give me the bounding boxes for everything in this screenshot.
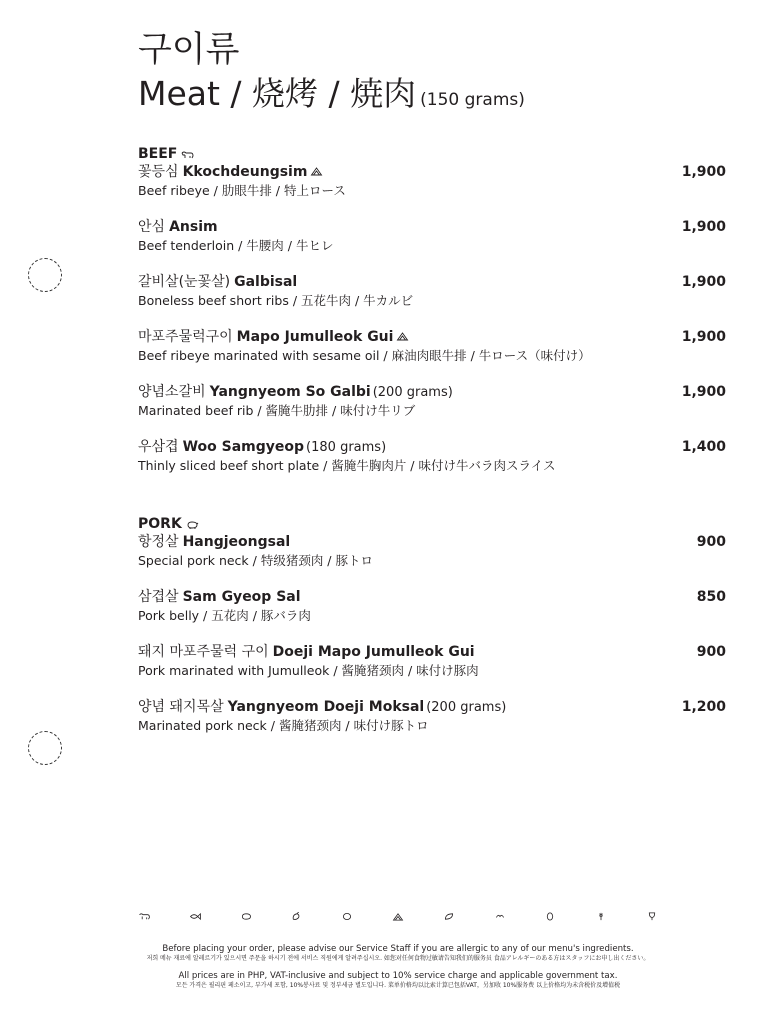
signature-icon — [392, 912, 404, 921]
item-description: Beef ribeye marinated with sesame oil / 麻油肉眼牛排 / 牛ロース（味付け） — [138, 348, 591, 363]
menu-item — [138, 698, 728, 753]
gluten-icon — [595, 912, 607, 921]
legend-item — [443, 912, 455, 921]
item-price: 1,400 — [681, 439, 726, 455]
item-price: 900 — [696, 644, 726, 660]
section-label-text: BEEF — [138, 146, 178, 162]
item-name — [138, 218, 728, 237]
legend-item — [646, 912, 658, 921]
item-name-english: Yangnyeom Doeji Moksal — [227, 699, 425, 715]
allergy-note: Before placing your order, please advise our Service Staff if you are allergic to any of our menu's ingredients. — [162, 944, 634, 954]
item-price: 1,900 — [681, 274, 726, 290]
section-label-text: PORK — [138, 516, 182, 532]
item-price: 1,900 — [681, 329, 726, 345]
legend-item — [290, 912, 302, 921]
menu-item — [138, 438, 728, 493]
item-name-korean: 돼지 마포주물럭 구이 — [138, 644, 269, 660]
binder-hole — [28, 258, 62, 292]
item-name-korean: 항정살 — [138, 534, 179, 550]
item-name-english: Ansim — [169, 219, 218, 235]
legend-item — [544, 912, 556, 921]
section-label — [138, 146, 728, 163]
item-price: 1,900 — [681, 164, 726, 180]
item-name — [138, 698, 728, 717]
item-name-korean: 안심 — [138, 219, 166, 235]
item-description: Beef ribeye / 肋眼牛排 / 特上ロース — [138, 183, 346, 198]
title-text: Meat / 烧烤 / 焼肉 — [138, 74, 417, 113]
item-list — [138, 163, 728, 493]
item-description: Pork belly / 五花肉 / 豚バラ肉 — [138, 608, 311, 623]
vegetarian-icon — [443, 912, 455, 921]
item-name-korean: 갈비살(눈꽃살) — [138, 274, 231, 290]
menu-item — [138, 328, 728, 383]
price-note: All prices are in PHP, VAT-inclusive and subject to 10% service charge and applicable government tax. — [178, 971, 618, 981]
item-price: 850 — [696, 589, 726, 605]
menu-item — [138, 588, 728, 643]
spicy-icon — [290, 912, 302, 921]
section-pork — [138, 516, 728, 753]
item-name-english: Yangnyeom So Galbi — [209, 384, 371, 400]
item-name-english: Hangjeongsal — [182, 534, 291, 550]
legend-item — [341, 912, 353, 921]
menu-item — [138, 383, 728, 438]
pig-icon — [186, 520, 199, 530]
item-description: Boneless beef short ribs / 五花牛肉 / 牛カルビ — [138, 293, 414, 308]
menu-item — [138, 163, 728, 218]
item-name-english: Doeji Mapo Jumulleok Gui — [272, 644, 475, 660]
item-weight: (200 grams) — [426, 700, 507, 715]
item-name — [138, 438, 728, 457]
item-description: Pork marinated with Jumulleok / 酱腌猪颈肉 / 味付け豚肉 — [138, 663, 479, 678]
item-description: Thinly sliced beef short plate / 酱腌牛胸肉片 / 味付け牛バラ肉スライス — [138, 458, 556, 473]
legend-item — [240, 912, 252, 921]
item-name-english: Woo Samgyeop — [182, 439, 305, 455]
item-description: Marinated pork neck / 酱腌猪颈肉 / 味付け豚トロ — [138, 718, 429, 733]
title-korean: 구이류 — [138, 30, 240, 70]
alcohol-icon — [646, 912, 658, 921]
item-name-korean: 양념 돼지목살 — [138, 699, 224, 715]
title-main — [138, 72, 738, 122]
item-name-english: Kkochdeungsim — [182, 164, 308, 180]
cow-icon — [181, 150, 194, 160]
section-label — [138, 516, 728, 533]
item-price: 1,200 — [681, 699, 726, 715]
item-weight: (180 grams) — [306, 440, 387, 455]
pork-icon — [240, 912, 252, 921]
signature-icon — [310, 166, 323, 176]
title-weight: (150 grams) — [420, 90, 525, 110]
item-name-english: Mapo Jumulleok Gui — [236, 329, 394, 345]
item-name — [138, 383, 728, 402]
section-beef — [138, 146, 728, 493]
item-price: 1,900 — [681, 219, 726, 235]
item-description: Marinated beef rib / 酱腌牛肋排 / 味付け牛リブ — [138, 403, 416, 418]
nuts-icon — [341, 912, 353, 921]
item-name-korean: 양념소갈비 — [138, 384, 206, 400]
binder-hole — [28, 731, 62, 765]
item-name-korean: 우삼겹 — [138, 439, 179, 455]
item-price: 1,900 — [681, 384, 726, 400]
legend-item — [189, 912, 201, 921]
menu-item — [138, 533, 728, 588]
legend-item — [392, 912, 404, 921]
signature-icon — [396, 331, 409, 341]
soya-icon — [494, 912, 506, 921]
item-description: Special pork neck / 特级猪颈肉 / 豚トロ — [138, 553, 373, 568]
menu-item — [138, 273, 728, 328]
item-name-english: Sam Gyeop Sal — [182, 589, 301, 605]
item-description: Beef tenderloin / 牛腰肉 / 牛ヒレ — [138, 238, 334, 253]
seafood-icon — [189, 912, 201, 921]
legend-item — [595, 912, 607, 921]
item-name-english: Galbisal — [234, 274, 298, 290]
item-name-korean: 마포주물럭구이 — [138, 329, 233, 345]
legend-item — [494, 912, 506, 921]
egg-icon — [544, 912, 556, 921]
menu-item — [138, 643, 728, 698]
item-price: 900 — [696, 534, 726, 550]
allergy-note-translation: 저희 메뉴 재료에 알레르기가 있으시면 주문을 하시기 전에 서비스 직원에게 알려주십시오. 如您对任何食物过敏请告知我们的服务员 食品アレルギーのある方はスタッフにお申し出ください。 — [146, 955, 650, 962]
item-name — [138, 533, 728, 552]
footer-notes — [138, 944, 658, 990]
legend-item — [138, 912, 150, 921]
title-block — [138, 28, 738, 122]
item-name — [138, 328, 728, 347]
item-name — [138, 163, 728, 182]
item-weight: (200 grams) — [372, 385, 453, 400]
beef-icon — [138, 912, 150, 921]
item-name — [138, 588, 728, 607]
price-note-translation: 모든 가격은 필리핀 페소이고, 부가세 포함, 10%봉사료 및 정부세금 별도입니다. 菜单价格均以比索计算已包括VAT，另加收 10%服务费 以上价格均为未含税价及增值税 — [175, 982, 621, 989]
item-name-korean: 삼겹살 — [138, 589, 179, 605]
item-name-korean: 꽃등심 — [138, 164, 179, 180]
item-list — [138, 533, 728, 753]
item-name — [138, 643, 728, 662]
menu-item — [138, 218, 728, 273]
item-name — [138, 273, 728, 292]
allergen-legend — [138, 912, 658, 921]
